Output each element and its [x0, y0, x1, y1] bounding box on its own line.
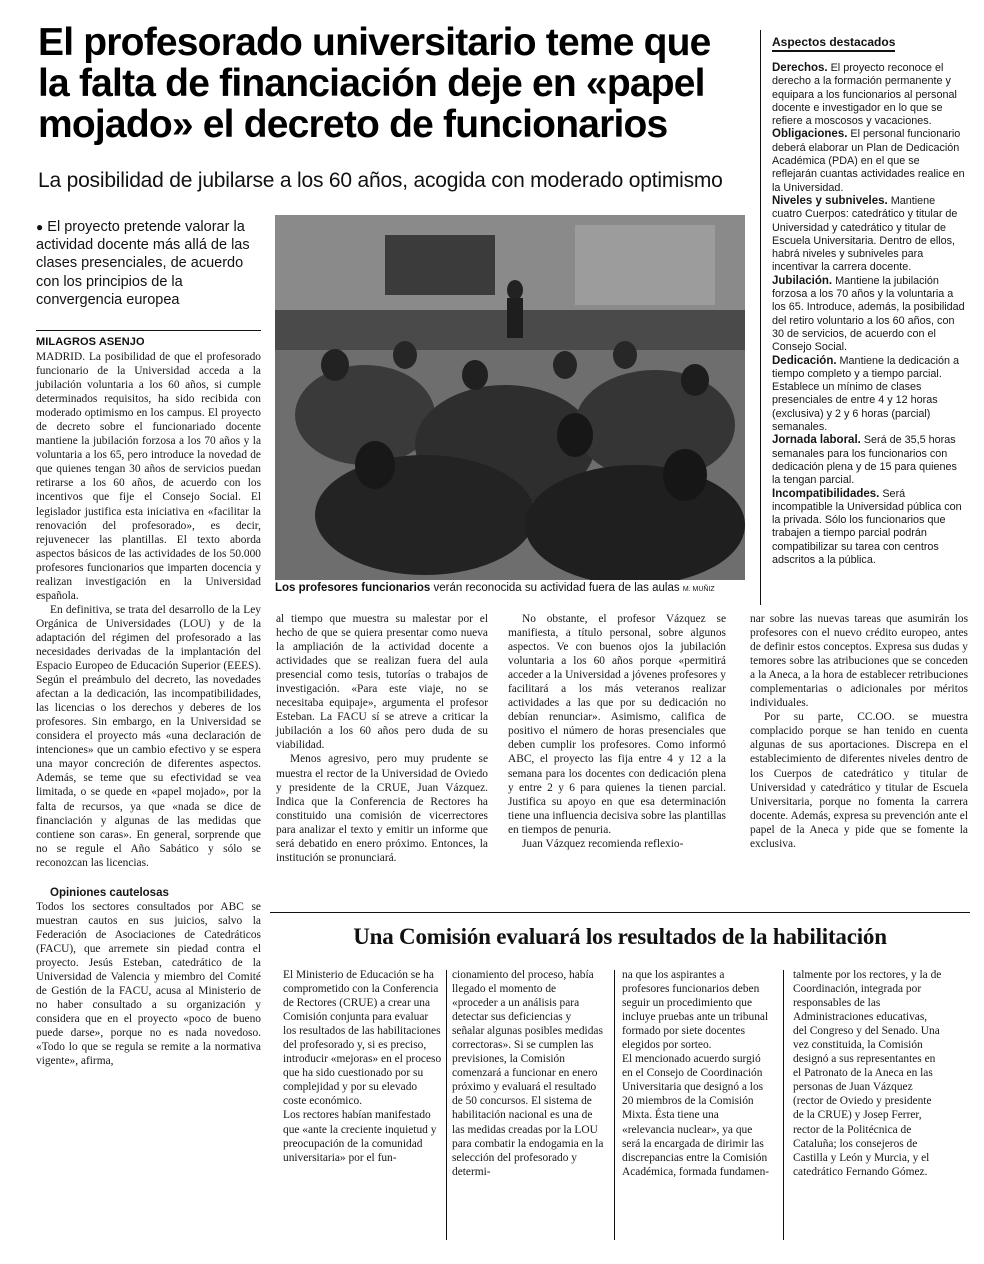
paragraph: Todos los sectores consultados por ABC se muestran cautos en sus juicios, salvo la Federación de Asociaciones de Catedráticos (FACU), que arremete sin piedad contra el proyecto. Jesús Esteban, catedrático de la Universidad de Valencia y miembro del Comité de Gestión de la FACU, acusa al Ministerio de no haber consultado a su organización y considera que en el proyecto «poco de bueno puede darse», porque no es nada novedoso. «Todo lo que se regula se remite a la normativa vigente», afirma,: [36, 900, 261, 1068]
paragraph: El mencionado acuerdo surgió en el Consejo de Coordinación Universitaria que designó a los 20 miembros de la Comisión Mixta. Ésta tiene una «relevancia nuclear», ya que será la encargada de dirimir las discrepancias entre la Comisión Académica, formada fundamen-: [622, 1053, 770, 1178]
section-2-headline: Una Comisión evaluará los resultados de la habilitación: [353, 924, 887, 949]
sidebar-divider: [760, 30, 761, 605]
section-2-column-4: [793, 968, 943, 1179]
sidebar-text: Será de 35,5 horas semanales para los funcionarios con dedicación plena y de 15 para quienes la tengan parcial.: [772, 434, 957, 487]
column-divider: [783, 970, 784, 1240]
headline: El profesorado universitario teme que la falta de financiación deje en «papel mojado» el decreto de funcionarios: [38, 21, 711, 146]
paragraph: cionamiento del proceso, había llegado el momento de «proceder a un análisis para detectar sus deficiencias y señalar algunas posibles medidas correctoras». Si se cumplen las previsiones, la Comisión comenzará a funcionar en enero próximo y evaluará el resultado de 50 concursos. El sistema de habilitación nacional es una de las medidas creadas por la LOU para combatir la endogamia en la selección del profesorado y determi-: [452, 969, 604, 1178]
section-2-column-2: [452, 968, 604, 1179]
sidebar-term: Jornada laboral.: [772, 434, 861, 447]
column-divider: [446, 970, 447, 1240]
paragraph: na que los aspirantes a profesores funcionarios deben seguir un procedimiento que incluye pruebas ante un tribunal formado por siete docentes elegidos por sorteo.: [622, 969, 769, 1052]
sidebar-item: [772, 195, 966, 275]
caption-text: verán reconocida su actividad fuera de las aulas: [430, 582, 680, 594]
sidebar-term: Dedicación.: [772, 354, 837, 367]
sidebar-text: Será incompatible la Universidad pública con la privada. Sólo los funcionarios que trabajen a tiempo parcial podrán compatibilizar su tarea con centros adscritos a la pública.: [772, 487, 962, 566]
sidebar-item: [772, 128, 966, 194]
sidebar-text: Mantiene la dedicación a tiempo completo y a tiempo parcial. Establece un mínimo de clases presenciales de entre 4 y 12 horas (exclusiva) y 2 y 6 horas (parcial) semanales.: [772, 354, 960, 434]
section-2-column-3: [622, 968, 772, 1179]
article-column-3: [508, 612, 726, 851]
paragraph: Por su parte, CC.OO. se muestra complacido porque se han tenido en cuenta algunas de sus aportaciones. Discrepa en el establecimiento de diferentes niveles dentro de los Cuerpos de catedrático y titular de Universidad y catedrático y titular de Escuela Universitaria, porque no fomenta la carrera docente. Además, expresa su prevención ante el papel de la Aneca y pide que se fomente la exclusiva.: [750, 711, 968, 850]
paragraph: Juan Vázquez recomienda reflexio-: [522, 837, 684, 850]
article-column-4: [750, 612, 968, 851]
sidebar-term: Niveles y subniveles.: [772, 194, 888, 207]
sidebar-title: Aspectos destacados: [772, 35, 895, 52]
sidebar-item: [772, 355, 966, 435]
sidebar-highlights: [772, 62, 966, 567]
sidebar-term: Derechos.: [772, 62, 828, 74]
paragraph: MADRID. La posibilidad de que el profesorado funcionario de la Universidad acceda a la jubilación voluntaria a los 60 años, si cumple determinados requisitos, ha sido recibida con moderado optimismo en los campus. El proyecto de decreto sobre el funcionariado docente mantiene la jubilación forzosa a los 70 años y la voluntaria a los 65, pero introduce la novedad de que quienes tengan 30 años de servicios puedan retirarse a los 60 años, de acuerdo con los incentivos que fije el Consejo Social. El legislador justifica esta iniciativa en «facilitar la renovación del profesorado», es decir, rejuvenecer las plantillas. El texto aborda aspectos básicos de las actividades de los 50.000 profesores funcionarios que imparten docencia y realizan investigación en la Universidad española.: [36, 351, 261, 602]
paragraph: nar sobre las nuevas tareas que asumirán los profesores con el nuevo crédito europeo, antes de definir estos conceptos. Expresa sus dudas y temores sobre las atribuciones que se conceden a la Aneca, a la hora de establecer retribuciones complementarias o adicionales por méritos individuales.: [750, 613, 968, 710]
bullet-icon: ●: [36, 220, 44, 234]
paragraph: Menos agresivo, pero muy prudente se muestra el rector de la Universidad de Oviedo y presidente de la CRUE, Juan Vázquez. Indica que la Conferencia de Rectores ha constituido una comisión de vicerrectores para analizar el texto y emitir un informe que será debatido en enero próximo. Entonces, la institución se pronunciará.: [276, 753, 488, 864]
paragraph: Los rectores habían manifestado que «ante la creciente inquietud y preocupación de la comunidad universitaria» por el fun-: [283, 1109, 437, 1164]
sidebar-item: [772, 434, 966, 487]
sidebar-term: Obligaciones.: [772, 128, 848, 141]
paragraph: talmente por los rectores, y la de Coordinación, integrada por responsables de las Administraciones educativas, del Congreso y del Senado. Una vez constituida, la Comisión designó a sus representantes en el Patronato de la Aneca en las personas de Juan Vázquez (rector de Oviedo y presidente de la CRUE) y Josep Ferrer, rector de la Politécnica de Cataluña; los consejeros de Castilla y León y Murcia, y el catedrático Fernando Gómez.: [793, 969, 942, 1178]
photo-caption: [275, 582, 745, 594]
paragraph: al tiempo que muestra su malestar por el hecho de que se quiera presentar como nueva la ampliación de la actividad docente a actividades que se realizan fuera del aula presencial como tesis, tutorías o trabajos de investigación. «Para este viaje, no se necesitaba equipaje», argumenta el profesor Esteban. La FACU sí se atreve a criticar la jubilación a los 60 años pero duda de su viabilidad.: [276, 613, 488, 752]
paragraph: El Ministerio de Educación se ha comprometido con la Conferencia de Rectores (CRUE) a crear una Comisión conjunta para evaluar los resultados de las habilitaciones del profesorado y, si es preciso, introducir «mejoras» en el proceso que ha sido cuestionado por su complejidad y por su elevado coste económico.: [283, 969, 442, 1108]
lede-text: El proyecto pretende valorar la actividad docente más allá de las clases presenciales, de acuerdo con los principios de la convergencia europea: [36, 219, 250, 308]
section-divider: [270, 912, 970, 913]
lede: [36, 218, 261, 309]
paragraph: No obstante, el profesor Vázquez se manifiesta, a título personal, sobre algunos aspectos. Ve con buenos ojos la jubilación voluntaria a los 60 años porque «permitirá acceder a la Universidad a jóvenes profesores y facilitará a los más veteranos realizar actividades a las que por su dedicación no debían renunciar». Asimismo, califica de positivo el número de horas presenciales que deben cumplir los profesores. Como informó ABC, el proyecto las fija entre 4 y 12 a la semana para los docentes con dedicación plena y entre 2 y 6 para quienes la tienen parcial. Justifica su apoyo en que esa determinación tiene una influencia decisiva sobre las plantillas en tiempos de penuria.: [508, 613, 726, 836]
paragraph: En definitiva, se trata del desarrollo de la Ley Orgánica de Universidades (LOU) y de la adaptación del régimen del profesorado a las necesidades derivadas de la implantación del Espacio Europeo de Educación Superior (EEES). Según el preámbulo del decreto, las novedades afectan a la dedicación, las incompatibilidades, las licencias o los derechos y deberes de los profesores. Sin embargo, en la Universidad se considera el proyecto más «una declaración de intenciones» que un cambio efectivo y se espera una mayor concreción de diferentes aspectos. Además, se teme que su efectividad se vea limitada, o se quede en «papel mojado», por la falta de recursos, ya que «nada se dice de financiación y algunas de las medidas que contiene son caras». En general, sorprende que no se regule el Año Sabático y sólo se reconozcan las licencias.: [36, 603, 261, 869]
sidebar-text: Mantiene cuatro Cuerpos: catedrático y titular de Universidad y catedrático y titular de Escuela Universitaria. Dentro de ellos, habrá niveles y subniveles para incentivar la carrera docente.: [772, 194, 958, 274]
article-column-2: [276, 612, 488, 865]
sidebar-text: Mantiene la jubilación forzosa a los 70 años y la voluntaria a los 65. Introduce, además, la posibilidad del retiro voluntario a los 60 años, con 30 de servicios, de acuerdo con el Consejo Social.: [772, 274, 965, 354]
sidebar-item: [772, 62, 966, 128]
section-2-column-1: [283, 968, 443, 1165]
photo-credit: M. MUÑIZ: [682, 586, 715, 593]
classroom-photo-image: [275, 215, 745, 580]
sidebar-term: Incompatibilidades.: [772, 487, 880, 500]
sidebar-term: Jubilación.: [772, 274, 833, 287]
divider: [36, 330, 261, 331]
subheadline: La posibilidad de jubilarse a los 60 años, acogida con moderado optimismo: [38, 169, 723, 192]
column-divider: [614, 970, 615, 1240]
sidebar-text: El proyecto reconoce el derecho a la formación permanente y equipara a los funcionarios al personal docente e investigador en lo que se refiere a moscosos y vacaciones.: [772, 62, 957, 128]
classroom-photo: [275, 215, 745, 580]
sidebar-text: El personal funcionario deberá elaborar un Plan de Dedicación Académica (PDA) en el que se reflejarán cuantas actividades realice en la Universidad.: [772, 128, 965, 194]
byline: MILAGROS ASENJO: [36, 336, 145, 348]
article-column-1: [36, 350, 261, 1068]
caption-bold: Los profesores funcionarios: [275, 582, 431, 594]
section-subtitle: Opiniones cautelosas: [50, 886, 169, 899]
sidebar-item: [772, 275, 966, 355]
sidebar-item: [772, 488, 966, 568]
